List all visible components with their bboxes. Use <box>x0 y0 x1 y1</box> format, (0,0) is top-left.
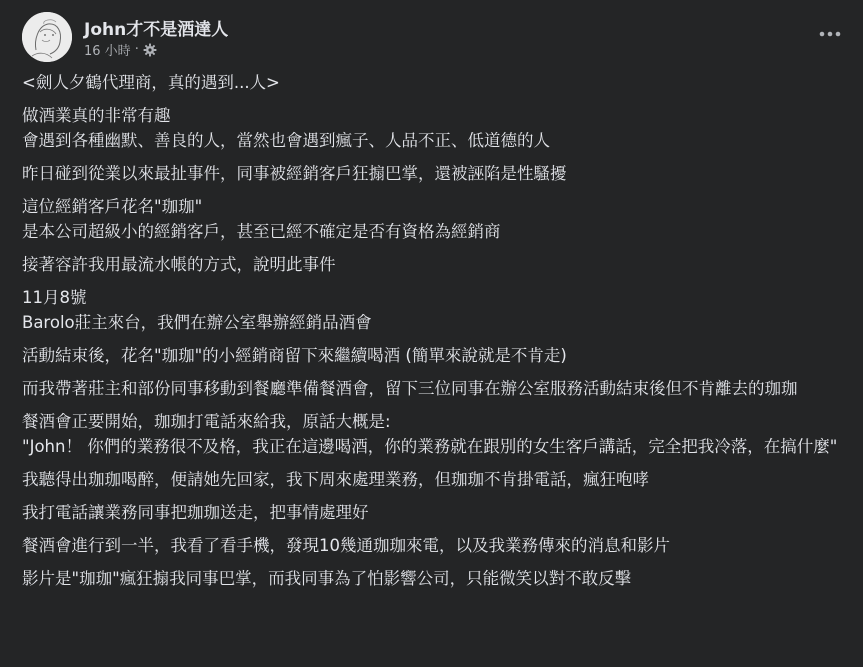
post-text-line: 昨日碰到從業以來最扯事件，同事被經銷客戶狂搧巴掌，還被誣陷是性騷擾 <box>22 164 567 183</box>
post-text-line: 餐酒會進行到一半，我看了看手機，發現10幾通珈珈來電，以及我業務傳來的消息和影片 <box>22 536 670 555</box>
post-paragraph <box>22 70 852 95</box>
avatar-sketch-icon <box>22 12 72 62</box>
post-text-line: Barolo莊主來台，我們在辦公室舉辦經銷品酒會 <box>22 313 372 332</box>
post-text-line: "John！ 你們的業務很不及格，我正在這邊喝酒，你的業務就在跟別的女生客戶講話，完全把我冷落，在搞什麼" <box>22 437 838 456</box>
post-paragraph <box>22 194 852 244</box>
post-text-line: 我聽得出珈珈喝醉，便請她先回家，我下周來處理業務，但珈珈不肯掛電話，瘋狂咆哮 <box>22 470 649 489</box>
post-text-line: 我打電話讓業務同事把珈珈送走，把事情處理好 <box>22 503 369 522</box>
author-avatar[interactable] <box>22 12 72 62</box>
post-paragraph <box>22 343 852 368</box>
more-icon <box>819 31 841 37</box>
post-body <box>22 70 852 599</box>
post-paragraph <box>22 533 852 558</box>
post-text-line: 11月8號 <box>22 288 87 307</box>
post-text-line: 這位經銷客戶花名"珈珈" <box>22 197 203 216</box>
post-paragraph <box>22 409 852 459</box>
post-text-line: 影片是"珈珈"瘋狂搧我同事巴掌，而我同事為了怕影響公司，只能微笑以對不敢反擊 <box>22 569 632 588</box>
more-options-button[interactable] <box>816 24 844 44</box>
post-paragraph <box>22 467 852 492</box>
post-text-line: 會遇到各種幽默、善良的人，當然也會遇到瘋子、人品不正、低道德的人 <box>22 131 550 150</box>
post-text-line: 活動結束後，花名"珈珈"的小經銷商留下來繼續喝酒 (簡單來說就是不肯走) <box>22 346 567 365</box>
post-text-line: 餐酒會正要開始，珈珈打電話來給我，原話大概是: <box>22 412 391 431</box>
post-timestamp-link[interactable]: 16 小時 <box>84 44 131 59</box>
post-paragraph <box>22 252 852 277</box>
post-text-line: 做酒業真的非常有趣 <box>22 106 171 125</box>
post-text-line: 接著容許我用最流水帳的方式，說明此事件 <box>22 255 336 274</box>
post-paragraph <box>22 500 852 525</box>
meta-separator: · <box>134 42 139 57</box>
post-paragraph <box>22 285 852 335</box>
post-paragraph <box>22 161 852 186</box>
post-paragraph <box>22 103 852 153</box>
post-header <box>22 12 852 62</box>
post-text-line: 而我帶著莊主和部份同事移動到餐廳準備餐酒會，留下三位同事在辦公室服務活動結束後但不肯離去的珈珈 <box>22 379 798 398</box>
post-text-line: 是本公司超級小的經銷客戶，甚至已經不確定是否有資格為經銷商 <box>22 222 501 241</box>
post-meta <box>84 40 157 59</box>
post-paragraph <box>22 566 852 591</box>
gear-icon[interactable] <box>143 43 157 57</box>
author-name-link[interactable]: John才不是酒達人 <box>84 20 229 40</box>
post-paragraph <box>22 376 852 401</box>
post-text-line: <劍人夕鶴代理商，真的遇到...人> <box>22 73 280 92</box>
